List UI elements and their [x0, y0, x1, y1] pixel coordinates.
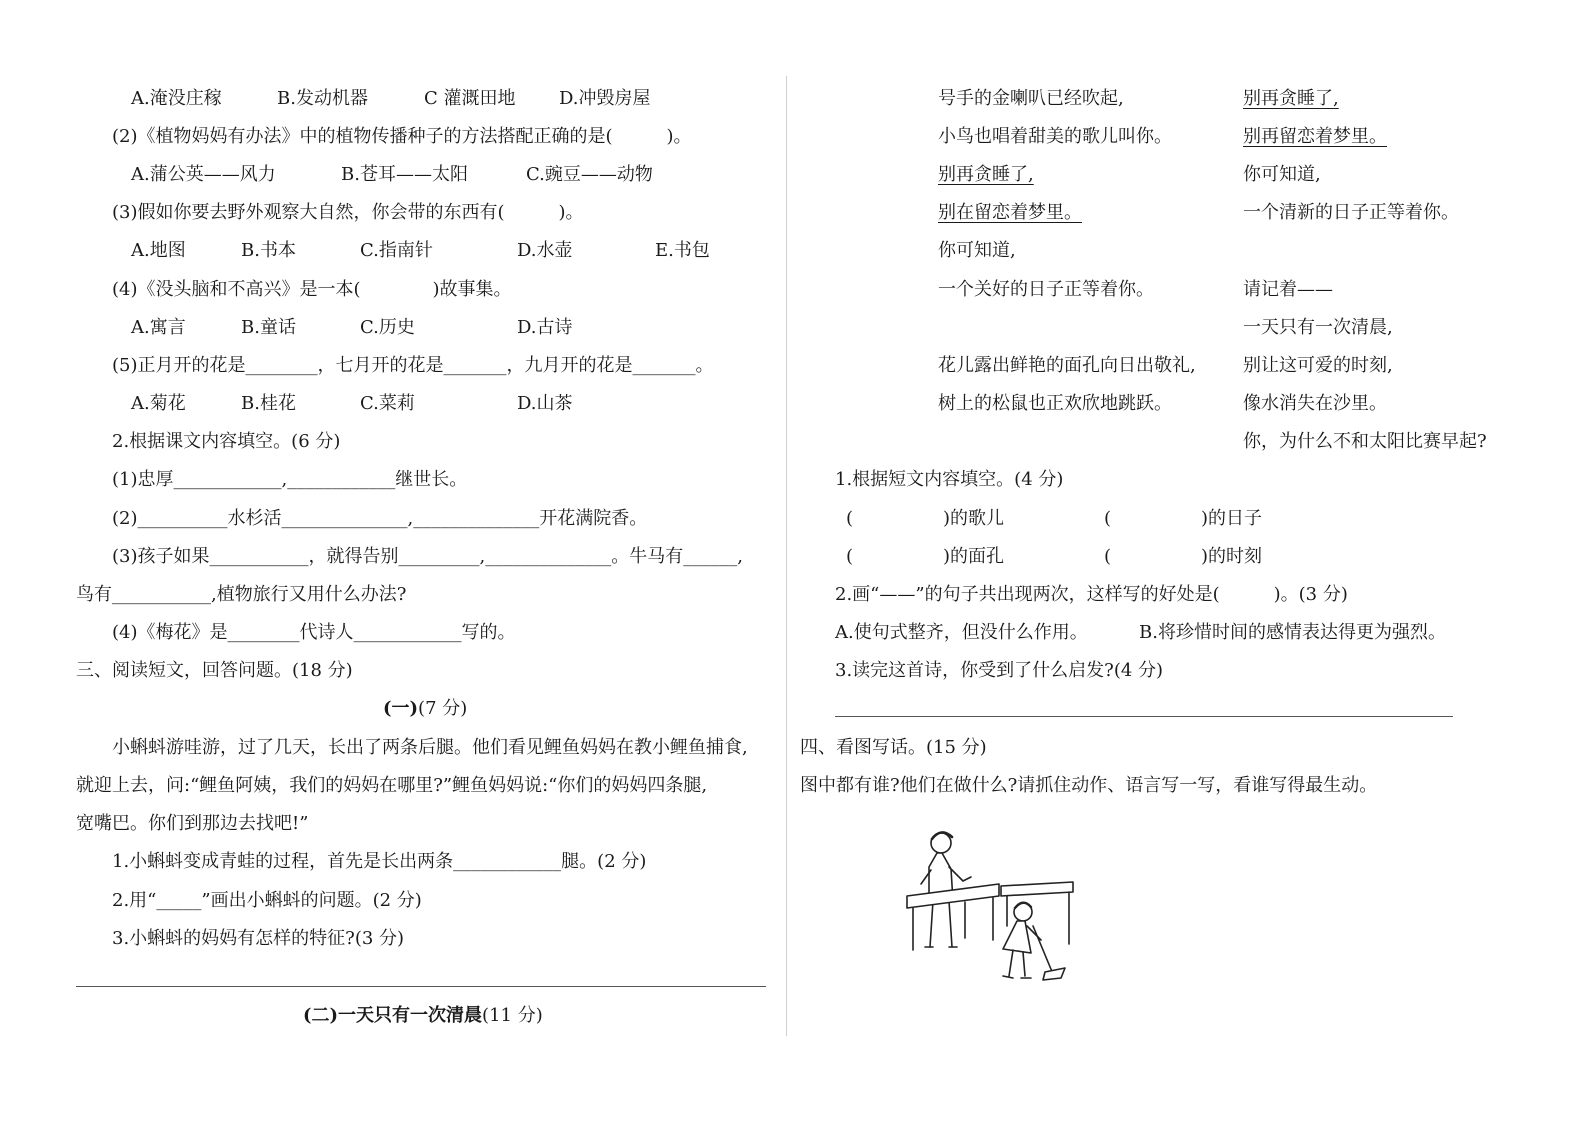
poem-left-7: 花儿露出鲜艳的面孔向日出敬礼,: [938, 355, 1196, 376]
cleaning-illustration: [905, 826, 1085, 988]
poem-left-8: 树上的松鼠也正欢欣地跳跃。: [938, 393, 1172, 414]
right-q3-text: 3.读完这首诗，你受到了什么启发?(4 分): [835, 660, 1164, 681]
q2-option-c: C.豌豆——动物: [526, 164, 653, 185]
poem-right-7: 别让这可爱的时刻,: [1243, 355, 1393, 376]
poem-right-8: 像水消失在沙里。: [1243, 393, 1387, 414]
part1-question-1: 1.小蝌蚪变成青蛙的过程，首先是长出两条____________腿。(2 分): [112, 851, 647, 872]
part1-heading: [383, 697, 467, 721]
passage-line-2: 就迎上去，问:“鲤鱼阿姨，我们的妈妈在哪里?”鲤鱼妈妈说:“你们的妈妈四条腿,: [76, 775, 708, 796]
fill-line-1: (1)忠厚____________,____________继世长。: [112, 469, 468, 490]
fill-line-5: (4)《梅花》是________代诗人____________写的。: [112, 622, 516, 643]
part2-score: (11 分): [482, 1005, 543, 1026]
q3-option-c: C.指南针: [360, 240, 433, 261]
desk-front: [907, 884, 999, 950]
q3-option-e: E.书包: [655, 240, 710, 261]
page-divider: [786, 76, 787, 1036]
answer-line-right: [835, 716, 1453, 717]
part1-question-3: 3.小蝌蚪的妈妈有怎样的特征?(3 分): [112, 928, 405, 949]
q4-options: [131, 316, 573, 340]
answer-line-left: [76, 986, 766, 987]
poem-left-5: 你可知道,: [938, 240, 1016, 261]
q4-option-c: C.历史: [360, 317, 415, 338]
section3-heading: 三、阅读短文，回答问题。(18 分): [76, 660, 353, 681]
right-q2-option-a: A.使句式整齐，但没什么作用。: [835, 622, 1088, 643]
right-q1-blank-2: ( )的日子: [1104, 508, 1263, 529]
poem-left-3: 别再贪睡了,: [938, 164, 1034, 185]
right-q1-blank-4: ( )的时刻: [1104, 546, 1263, 567]
q5-option-c: C.菜莉: [360, 393, 415, 414]
broom: [1033, 926, 1065, 980]
right-q1-title: 1.根据短文内容填空。(4 分): [835, 469, 1064, 490]
q4-text: (4)《没头脑和不高兴》是一本( )故事集。: [112, 279, 512, 300]
poem-right-3: 你可知道,: [1243, 164, 1321, 185]
q3-text: (3)假如你要去野外观察大自然，你会带的东西有( )。: [112, 202, 584, 223]
q1-option-d: D.冲毁房屋: [559, 88, 651, 109]
q5-text: (5)正月开的花是________，七月开的花是_______，九月开的花是_______。: [112, 355, 714, 376]
poem-right-6: 一天只有一次清晨,: [1243, 317, 1393, 338]
poem-right-5: 请记着——: [1243, 279, 1333, 300]
q2-text: (2)《植物妈妈有办法》中的植物传播种子的方法搭配正确的是( )。: [112, 126, 692, 147]
girl-figure: [1003, 903, 1041, 978]
q1-option-a: A.淹没庄稼: [131, 88, 222, 109]
q5-option-b: B.桂花: [241, 393, 296, 414]
poem-left-2: 小鸟也唱着甜美的歌儿叫你。: [938, 126, 1172, 147]
part1-score: (7 分): [418, 698, 468, 719]
right-q2-text: 2.画“——”的句子共出现两次，这样写的好处是( )。(3 分): [835, 584, 1348, 605]
q1-options: [131, 87, 651, 111]
poem-right-9: 你，为什么不和太阳比赛早起?: [1243, 431, 1487, 452]
q2-option-b: B.苍耳——太阳: [341, 164, 468, 185]
q3-options: [131, 239, 710, 263]
passage-line-1: 小蝌蚪游哇游，过了几天，长出了两条后腿。他们看见鲤鱼妈妈在教小鲤鱼捕食,: [112, 737, 748, 758]
right-q1-blank-3: ( )的面孔: [846, 546, 1005, 567]
part2-heading: [303, 1004, 543, 1028]
section4-heading: 四、看图写话。(15 分): [800, 737, 987, 758]
fill-line-2: (2)__________水杉活______________,______________开花满院香。: [112, 508, 648, 529]
fill-line-4: 鸟有___________,植物旅行又用什么办法?: [76, 584, 407, 605]
poem-right-4: 一个清新的日子正等着你。: [1243, 202, 1459, 223]
q4-option-d: D.古诗: [517, 317, 573, 338]
q5-option-d: D.山茶: [517, 393, 573, 414]
q1-option-c: C 灌溉田地: [424, 88, 516, 109]
fill-line-3: (3)孩子如果___________，就得告别_________,______________。牛马有______,: [112, 546, 743, 567]
q2-options: [131, 163, 653, 187]
part1-title: (一): [383, 698, 419, 719]
q5-option-a: A.菊花: [131, 393, 186, 414]
poem-left-1: 号手的金喇叭已经吹起,: [938, 88, 1124, 109]
q2-option-a: A.蒲公英——风力: [131, 164, 276, 185]
q1-option-b: B.发动机器: [277, 88, 368, 109]
poem-left-4: 别在留恋着梦里。: [938, 202, 1082, 223]
q4-option-b: B.童话: [241, 317, 296, 338]
fill-title: 2.根据课文内容填空。(6 分): [112, 431, 341, 452]
q3-option-d: D.水壶: [517, 240, 573, 261]
passage-line-3: 宽嘴巴。你们到那边去找吧!”: [76, 813, 309, 834]
part1-question-2: 2.用“_____”画出小蝌蚪的问题。(2 分): [112, 890, 422, 911]
q5-options: [131, 392, 573, 416]
section4-prompt: 图中都有谁?他们在做什么?请抓住动作、语言写一写，看谁写得最生动。: [800, 775, 1378, 796]
right-q2-option-b: B.将珍惜时间的感情表达得更为强烈。: [1139, 622, 1446, 643]
poem-right-2: 别再留恋着梦里。: [1243, 126, 1387, 147]
q3-option-b: B.书本: [241, 240, 296, 261]
poem-left-6: 一个关好的日子正等着你。: [938, 279, 1154, 300]
poem-right-1: 别再贪睡了,: [1243, 88, 1339, 109]
q3-option-a: A.地图: [131, 240, 186, 261]
part2-title: (二)一天只有一次清晨: [303, 1005, 483, 1026]
q4-option-a: A.寓言: [131, 317, 186, 338]
right-q1-blank-1: ( )的歌儿: [846, 508, 1005, 529]
